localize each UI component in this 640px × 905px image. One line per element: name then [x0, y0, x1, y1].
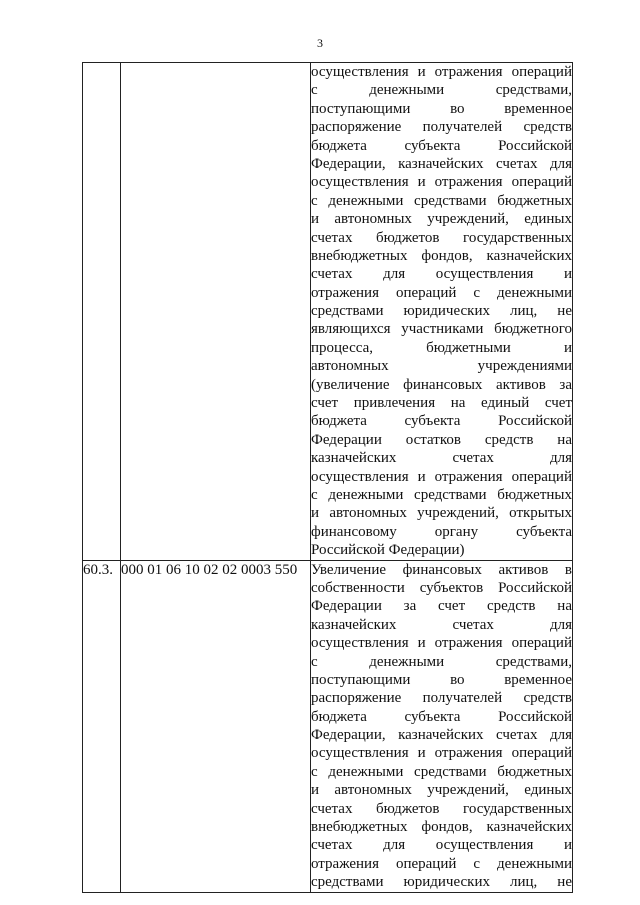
- description-line: Федерации остатков средств на: [311, 431, 572, 448]
- description-line: бюджета субъекта Российской: [311, 708, 572, 725]
- description-line: являющихся участниками бюджетного: [311, 321, 572, 338]
- description-line: бюджета субъекта Российской: [311, 137, 572, 154]
- description-line: внебюджетных фондов, казначейских: [311, 247, 572, 264]
- description-line: Федерации за счет средств на: [311, 598, 572, 615]
- description-line: и автономных учреждений, единых: [311, 211, 572, 228]
- description-line: и автономных учреждений, единых: [311, 782, 572, 799]
- description-line: распоряжение получателей средств: [311, 690, 572, 707]
- description-line: осуществления и отражения операций: [311, 64, 572, 80]
- description-line: осуществления и отражения операций: [311, 635, 572, 652]
- description-line: осуществления и отражения операций: [311, 174, 572, 191]
- description-line: счетах для осуществления и: [311, 266, 572, 283]
- description-line: Федерации, казначейских счетах для: [311, 727, 572, 744]
- description-line: автономных учреждениями: [311, 358, 572, 375]
- description-line: Увеличение финансовых активов в: [311, 561, 572, 578]
- description-line: счетах бюджетов государственных: [311, 800, 572, 817]
- description-line: с денежными средствами бюджетных: [311, 192, 572, 209]
- description-line: счетах бюджетов государственных: [311, 229, 572, 246]
- description-line: поступающими во временное: [311, 100, 572, 117]
- description-line: осуществления и отражения операций: [311, 468, 572, 485]
- row-number-cell: [83, 63, 121, 561]
- description-line: Федерации, казначейских счетах для: [311, 155, 572, 172]
- description-cell: [311, 560, 573, 892]
- description-line: средствами юридических лиц, не: [311, 303, 572, 320]
- page-number: 3: [317, 36, 323, 50]
- description-line: отражения операций с денежными: [311, 855, 572, 872]
- description-line: внебюджетных фондов, казначейских: [311, 819, 572, 836]
- description-line: и автономных учреждений, открытых: [311, 505, 572, 522]
- description-line: процесса, бюджетными и: [311, 339, 572, 356]
- description-line: средствами юридических лиц, не: [311, 874, 572, 891]
- description-line: собственности субъектов Российской: [311, 579, 572, 596]
- description-line: счет привлечения на единый счет: [311, 395, 572, 412]
- description-line: счетах для осуществления и: [311, 837, 572, 854]
- description-line: с денежными средствами бюджетных: [311, 763, 572, 780]
- description-line: финансовому органу субъекта: [311, 523, 572, 540]
- description-line: с денежными средствами бюджетных: [311, 486, 572, 503]
- description-line: поступающими во временное: [311, 671, 572, 688]
- description-line: отражения операций с денежными: [311, 284, 572, 301]
- classification-table: [82, 62, 573, 893]
- description-line: распоряжение получателей средств: [311, 119, 572, 136]
- description-line: казначейских счетах для: [311, 450, 572, 467]
- description-line: бюджета субъекта Российской: [311, 413, 572, 430]
- description-line: с денежными средствами,: [311, 82, 572, 99]
- description-line: с денежными средствами,: [311, 653, 572, 670]
- description-line: Российской Федерации): [311, 542, 465, 559]
- description-line: (увеличение финансовых активов за: [311, 376, 572, 393]
- description-line: осуществления и отражения операций: [311, 745, 572, 762]
- table-row: [83, 560, 573, 892]
- budget-code-cell: 000 01 06 10 02 02 0003 550: [121, 560, 311, 892]
- table-row: [83, 63, 573, 561]
- row-number-cell: 60.3.: [83, 560, 121, 892]
- description-line: казначейских счетах для: [311, 616, 572, 633]
- budget-code-cell: [121, 63, 311, 561]
- description-cell: [311, 63, 573, 561]
